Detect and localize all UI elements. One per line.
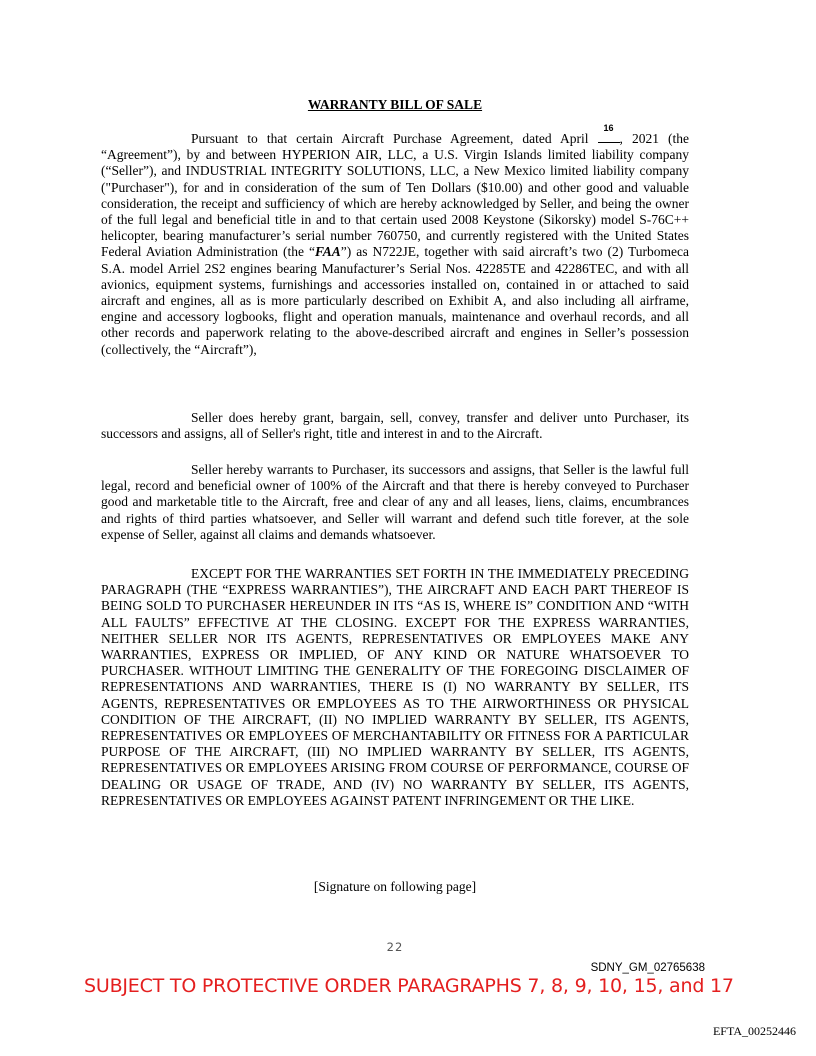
page-number: 22 [386,940,404,954]
p1-post-faa: ”) as N722JE, together with said aircraft’s two (2) Turbomeca S.A. model Arriel 2S2 engines bearing Manufacturer’s Serial Nos. 42285TE and 42286TEC, and with all avionics, equipment systems, furnishings and accessories installed on, contained in or attached to said aircraft and engines, all as is more particularly described on Exhibit A, and also including all airframe, engine and accessory logbooks, flight and operation manuals, maintenance and overhaul records, and all other records and paperwork relating to the above-described aircraft and engines in Seller’s possession (collectively, the “Aircraft”), [101,244,689,357]
p3-text: Seller hereby warrants to Purchaser, its successors and assigns, that Seller is the lawful full legal, record and beneficial owner of 100% of the Aircraft and that there is hereby conveyed to Purchaser good and marketable title to the Aircraft, free and clear of any and all leases, liens, claims, encumbrances and rights of third parties whatsoever, and Seller will warrant and defend such title forever, at the sole expense of Seller, against all claims and demands whatsoever. [101,462,689,542]
bates-number: SDNY_GM_02765638 [590,962,705,974]
efta-number: EFTA_00252446 [712,1024,796,1038]
p1-faa-term: FAA [314,244,341,260]
protective-order-stamp: SUBJECT TO PROTECTIVE ORDER PARAGRAPHS 7, 8, 9, 10, 15, and 17 [84,975,734,997]
p4-text: EXCEPT FOR THE WARRANTIES SET FORTH IN THE IMMEDIATELY PRECEDING PARAGRAPH (THE “EXPRESS WARRANTIES”), THE AIRCRAFT AND EACH PART THEREOF IS BEING SOLD TO PURCHASER HEREUNDER IN ITS “AS IS, WHERE IS” CONDITION AND “WITH ALL FAULTS” EFFECTIVE AT THE CLOSING. EXCEPT FOR THE EXPRESS WARRANTIES, NEITHER SELLER NOR ITS AGENTS, REPRESENTATIVES OR EMPLOYEES MAKE ANY WARRANTIES, EXPRESS OR IMPLIED, OF ANY KIND OR NATURE WHATSOEVER TO PURCHASER. WITHOUT LIMITING THE GENERALITY OF THE FOREGOING DISCLAIMER OF REPRESENTATIONS AND WARRANTIES, THERE IS (I) NO WARRANTY BY SELLER, ITS AGENTS, REPRESENTATIVES OR EMPLOYEES AS TO THE AIRWORTHINESS OR PHYSICAL CONDITION OF THE AIRCRAFT, (II) NO IMPLIED WARRANTY BY SELLER, ITS AGENTS, REPRESENTATIVES OR EMPLOYEES OF MERCHANTABILITY OR FITNESS FOR A PARTICULAR PURPOSE OF THE AIRCRAFT, (III) NO IMPLIED WARRANTY BY SELLER, ITS AGENTS, REPRESENTATIVES OR EMPLOYEES ARISING FROM COURSE OF PERFORMANCE, COURSE OF DEALING OR USAGE OF TRADE, AND (IV) NO WARRANTY BY SELLER, ITS AGENTS, REPRESENTATIVES OR EMPLOYEES AGAINST PATENT INFRINGEMENT OR THE LIKE. [101,566,689,808]
signature-note: [Signature on following page] [313,879,477,894]
paragraph-conveyance [101,410,689,442]
paragraph-warranty [101,462,689,543]
document-title: WARRANTY BILL OF SALE [307,97,483,112]
date-day-handwritten: 16 [603,123,614,133]
p1-pre-date: Pursuant to that certain Aircraft Purchase Agreement, dated April [191,131,598,146]
date-blank-field [598,123,620,143]
p1-post-date: , 2021 (the “Agreement”), by and between HYPERION AIR, LLC, a U.S. Virgin Islands limited liability company (“Seller”), and INDUSTRIAL INTEGRITY SOLUTIONS, LLC, a New Mexico limited liability company ("Purchaser"), for and in consideration of the sum of Ten Dollars ($10.00) and other good and valuable consideration, the receipt and sufficiency of which are hereby acknowledged by Seller, and being the owner of the full legal and beneficial title in and to that certain used 2008 Keystone (Sikorsky) model S-76C++ helicopter, bearing manufacturer’s serial number 760750, and currently registered with the United States Federal Aviation Administration (the “ [101,131,689,260]
paragraph-recitals [101,123,689,358]
paragraph-disclaimer [101,566,689,809]
p2-text: Seller does hereby grant, bargain, sell, convey, transfer and deliver unto Purchaser, its successors and assigns, all of Seller's right, title and interest in and to the Aircraft. [101,410,689,442]
